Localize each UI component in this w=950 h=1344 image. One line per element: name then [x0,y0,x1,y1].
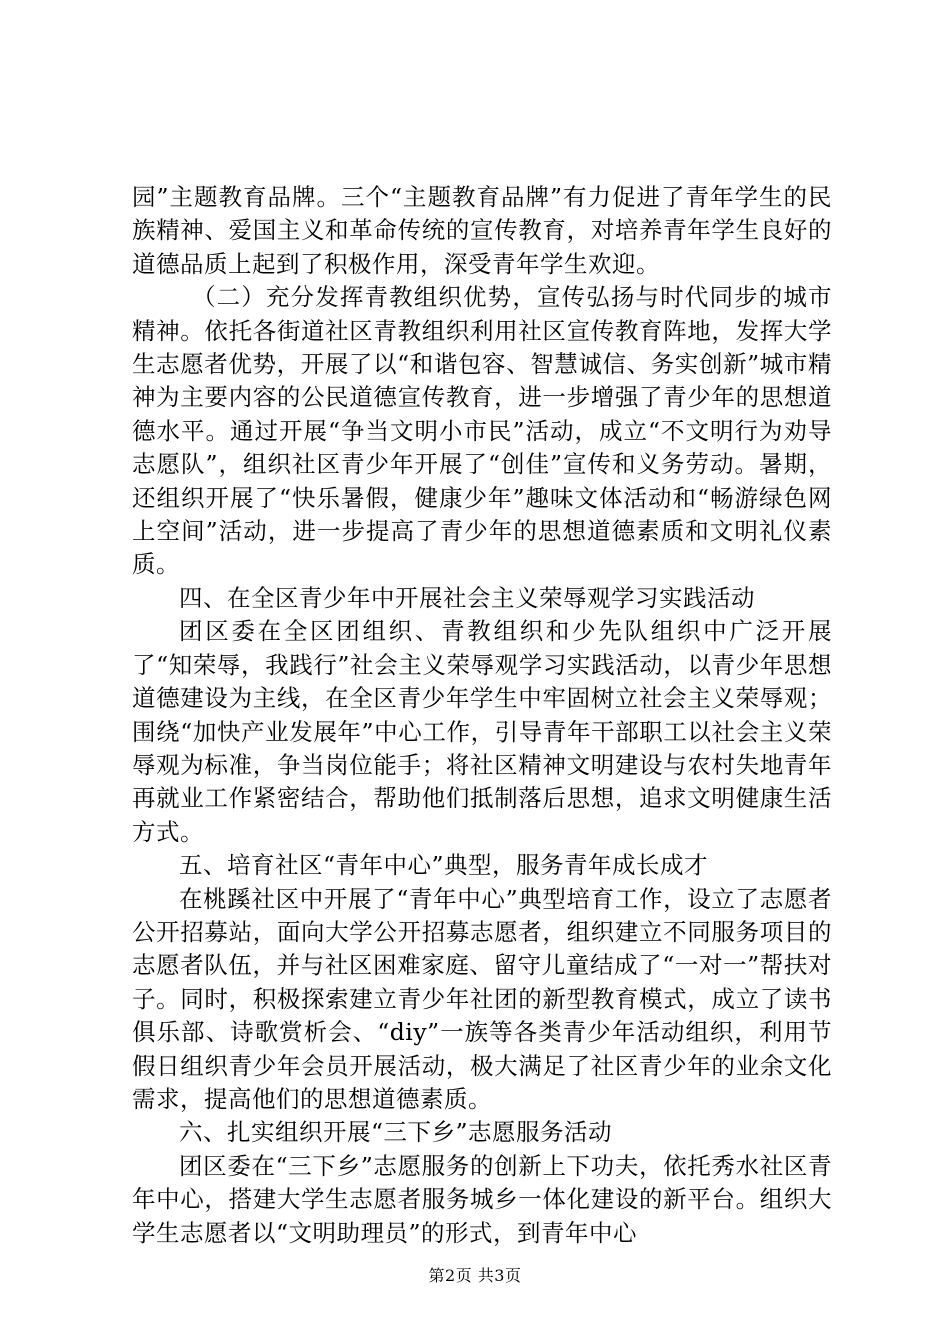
paragraph-section-six: 团区委在“三下乡”志愿服务的创新上下功夫，依托秀水社区青年中心，搭建大学生志愿者服务城乡一体化建设的新平台。组织大学生志愿者以“文明助理员”的形式，到青年中心 [132,1151,832,1247]
paragraph-section-four: 团区委在全区团组织、青教组织和少先队组织中广泛开展了“知荣辱，我践行”社会主义荣辱观学习实践活动，以青少年思想道德建设为主线，在全区青少年学生中牢固树立社会主义荣辱观；围绕“加快产业发展年”中心工作，引导青年干部职工以社会主义荣辱观为标准，争当岗位能手；将社区精神文明建设与农村失地青年再就业工作紧密结合，帮助他们抵制落后思想，追求文明健康生活方式。 [132,617,832,846]
paragraph-continuation: 园”主题教育品牌。三个“主题教育品牌”有力促进了青年学生的民族精神、爱国主义和革命传统的宣传教育，对培养青年学生良好的道德品质上起到了积极作用，深受青年学生欢迎。 [132,183,832,278]
paragraph-section-five: 在桃蹊社区中开展了“青年中心”典型培育工作，设立了志愿者公开招募站，面向大学公开招募志愿者，组织建立不同服务项目的志愿者队伍，并与社区困难家庭、留守儿童结成了“一对一”帮扶对子。同时，积极探索建立青少年社团的新型教育模式，成立了读书俱乐部、诗歌赏析会、“diy”一族等各类青少年活动组织，利用节假日组织青少年会员开展活动，极大满足了社区青少年的业余文化需求，提高他们的思想道德素质。 [132,884,832,1113]
section-heading-five: 五、培育社区“青年中心”典型，服务青年成长成才 [179,851,709,880]
document-body [132,181,832,1250]
paragraph-subsection-two: （二）充分发挥青教组织优势，宣传弘扬与时代同步的城市精神。依托各街道社区青教组织利用社区宣传教育阵地，发挥大学生志愿者优势，开展了以“和谐包容、智慧诚信、务实创新”城市精神为主要内容的公民道德宣传教育，进一步增强了青少年的思想道德水平。通过开展“争当文明小市民”活动，成立“不文明行为劝导志愿队”，组织社区青少年开展了“创佳”宣传和义务劳动。暑期，还组织开展了“快乐暑假，健康少年”趣味文体活动和“畅游绿色网上空间”活动，进一步提高了青少年的思想道德素质和文明礼仪素质。 [132,283,832,579]
section-heading-four: 四、在全区青少年中开展社会主义荣辱观学习实践活动 [179,583,755,612]
section-heading-six: 六、扎实组织开展“三下乡”志愿服务活动 [179,1118,613,1147]
page-footer: 第2页 共3页 [428,1266,522,1285]
